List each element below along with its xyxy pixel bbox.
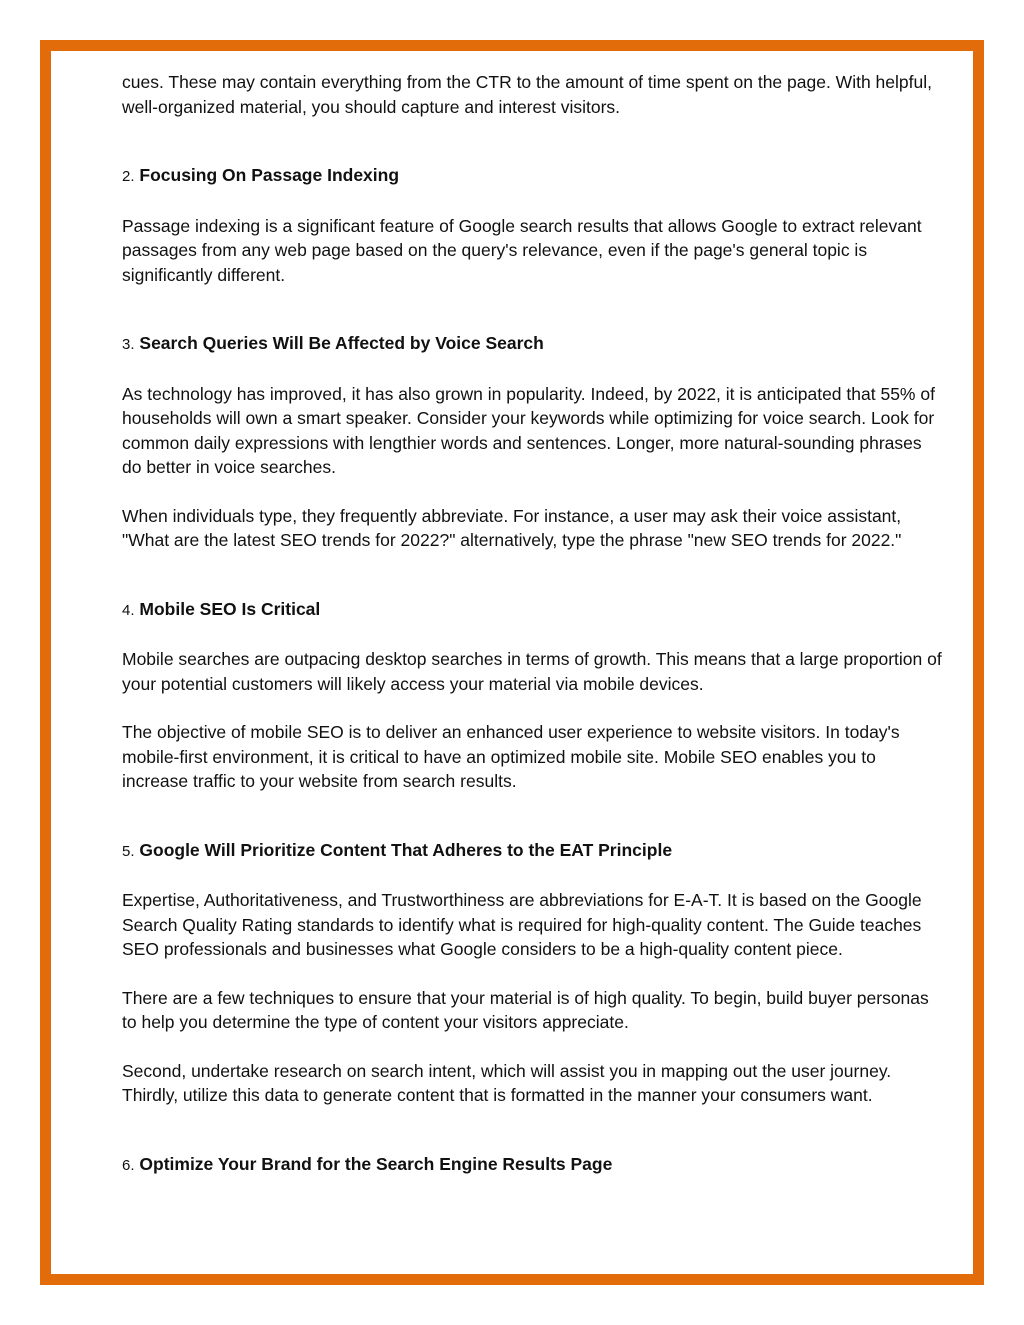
section-paragraph: There are a few techniques to ensure that your material is of high quality. To begin, build buyer personas to help you determine the type of content your visitors appreciate. bbox=[122, 987, 929, 1032]
section-spacer bbox=[122, 143, 942, 163]
section-title: Focusing On Passage Indexing bbox=[139, 165, 400, 185]
section-number: 3. bbox=[122, 336, 135, 353]
section-heading bbox=[122, 1152, 942, 1179]
section-paragraph: As technology has improved, it has also grown in popularity. Indeed, by 2022, it is anticipated that 55% of households will own a smart speaker. Consider your keywords while optimizing for voice search. Look for common daily expressions with lengthier words and sentences. Longer, more natural-sounding phrases do better in voice searches. bbox=[122, 383, 935, 477]
section-heading bbox=[122, 331, 942, 358]
section-title: Search Queries Will Be Affected by Voice Search bbox=[139, 333, 544, 353]
section-title: Optimize Your Brand for the Search Engine Results Page bbox=[139, 1153, 613, 1174]
section-paragraph: The objective of mobile SEO is to deliver an enhanced user experience to website visitors. In today's mobile-first environment, it is critical to have an optimized mobile site. Mobile SEO enables you to increase traffic to your website from search results. bbox=[122, 722, 900, 791]
section-spacer bbox=[122, 311, 942, 331]
section-heading bbox=[122, 838, 942, 865]
section-paragraph: Expertise, Authoritativeness, and Trustworthiness are abbreviations for E-A-T. It is based on the Google Search Quality Rating standards to identify what is required for high-quality content. The Guide teaches SEO professionals and businesses what Google considers to be a high-quality content piece. bbox=[122, 890, 922, 959]
section-number: 6. bbox=[122, 1156, 135, 1174]
section-paragraph: Mobile searches are outpacing desktop searches in terms of growth. This means that a large proportion of your potential customers will likely access your material via mobile devices. bbox=[122, 649, 942, 694]
section-paragraph: Second, undertake research on search intent, which will assist you in mapping out the user journey. Thirdly, utilize this data to generate content that is formatted in the manner your consumers want. bbox=[122, 1060, 892, 1105]
section-number: 4. bbox=[122, 601, 135, 619]
document-body bbox=[122, 70, 942, 1202]
intro-paragraph: cues. These may contain everything from the CTR to the amount of time spent on the page. With helpful, well-organized material, you should capture and interest visitors. bbox=[122, 72, 932, 117]
section-number: 5. bbox=[122, 842, 135, 860]
section-heading bbox=[122, 163, 942, 190]
page-border bbox=[40, 40, 984, 1285]
section-title: Mobile SEO Is Critical bbox=[139, 598, 321, 619]
section-spacer bbox=[122, 818, 942, 838]
section-paragraph: When individuals type, they frequently abbreviate. For instance, a user may ask their voice assistant, "What are the latest SEO trends for 2022?" alternatively, type the phrase "new SEO trends for 2022." bbox=[122, 505, 902, 550]
section-title: Google Will Prioritize Content That Adheres to the EAT Principle bbox=[139, 839, 673, 860]
section-heading bbox=[122, 597, 942, 624]
section-paragraph: Passage indexing is a significant feature of Google search results that allows Google to extract relevant passages from any web page based on the query's relevance, even if the page's general topic is significantly different. bbox=[122, 215, 922, 285]
section-spacer bbox=[122, 577, 942, 597]
section-spacer bbox=[122, 1132, 942, 1152]
section-number: 2. bbox=[122, 168, 135, 185]
